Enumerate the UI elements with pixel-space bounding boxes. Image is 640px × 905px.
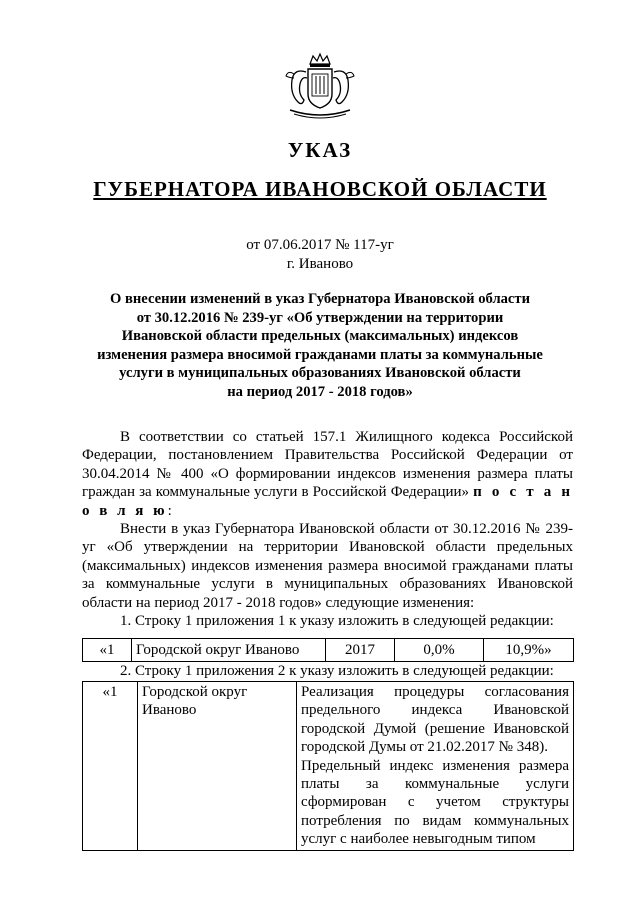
decree-word: п о с т а н о в л я ю [82, 484, 573, 519]
item-1-paragraph: 1. Строку 1 приложения 1 к указу изложить в следующей редакции: [120, 613, 554, 630]
table-cell-number: «1 [83, 682, 138, 851]
table-row [83, 682, 574, 851]
item-2-paragraph: 2. Строку 1 приложения 2 к указу изложить в следующей редакции: [120, 663, 554, 679]
description-part-1: Реализация процедуры согласования предельного индекса Ивановской городской Думой (решение Ивановской городской Думы от 21.02.2017 № 348). [301, 684, 569, 756]
table-cell-number: «1 [83, 639, 132, 662]
preamble-paragraph [82, 428, 573, 520]
table-cell-municipality: Городской округ Иваново [132, 639, 326, 662]
subject-line: услуги в муниципальных образованиях Ивановской области [119, 365, 521, 381]
table-cell-municipality: Городской округ Иваново [138, 682, 297, 851]
table-cell-year: 2017 [326, 639, 395, 662]
document-type: УКАЗ [287, 138, 353, 162]
issuing-authority: ГУБЕРНАТОРА ИВАНОВСКОЙ ОБЛАСТИ [93, 177, 547, 201]
document-meta [0, 236, 640, 274]
document-subject [95, 290, 545, 401]
appendix-1-row-table [82, 638, 574, 662]
subject-line: О внесении изменений в указ Губернатора Ивановской области [110, 291, 530, 307]
subject-line: на период 2017 - 2018 годов» [227, 383, 413, 400]
subject-line: Ивановской области предельных (максимальных) индексов [121, 328, 519, 344]
resolution-paragraph: Внести в указ Губернатора Ивановской области от 30.12.2016 № 239-уг «Об утверждении на территории Ивановской области предельных (максимальных) индексов изменения размера вносимой гражданами платы за коммунальные услуги в муниципальных образованиях Ивановской области на период 2017 - 2018 годов» следующие изменения: [82, 521, 573, 611]
city: г. Иваново [286, 256, 354, 272]
table-cell-description [297, 682, 574, 851]
description-part-2: Предельный индекс изменения размера платы за коммунальные услуги сформирован с учетом структуры потребления по видам коммунальных услуг с наиболее невыгодным типом [301, 757, 569, 848]
subject-line: от 30.12.2016 № 239-уг «Об утверждении на территории [136, 309, 504, 326]
table-cell-index-2: 10,9%» [484, 639, 574, 662]
appendix-2-row-table [82, 681, 574, 851]
preamble-text: В соответствии со статьей 157.1 Жилищного кодекса Российской Федерации, постановлением Правительства Российской Федерации от 30.04.2014 № 400 «О формировании индексов изменения размера платы граждан за коммунальные услуги в Российской Федерации» [82, 429, 573, 501]
item-2-block [82, 662, 573, 680]
coat-of-arms-icon [280, 50, 360, 122]
date-number: от 07.06.2017 № 117-уг [246, 237, 394, 253]
table-row [83, 639, 574, 662]
subject-line: изменения размера вносимой гражданами платы за коммунальные [97, 346, 543, 363]
document-body [82, 428, 573, 630]
decree-colon: : [167, 502, 172, 519]
table-cell-index-1: 0,0% [395, 639, 484, 662]
